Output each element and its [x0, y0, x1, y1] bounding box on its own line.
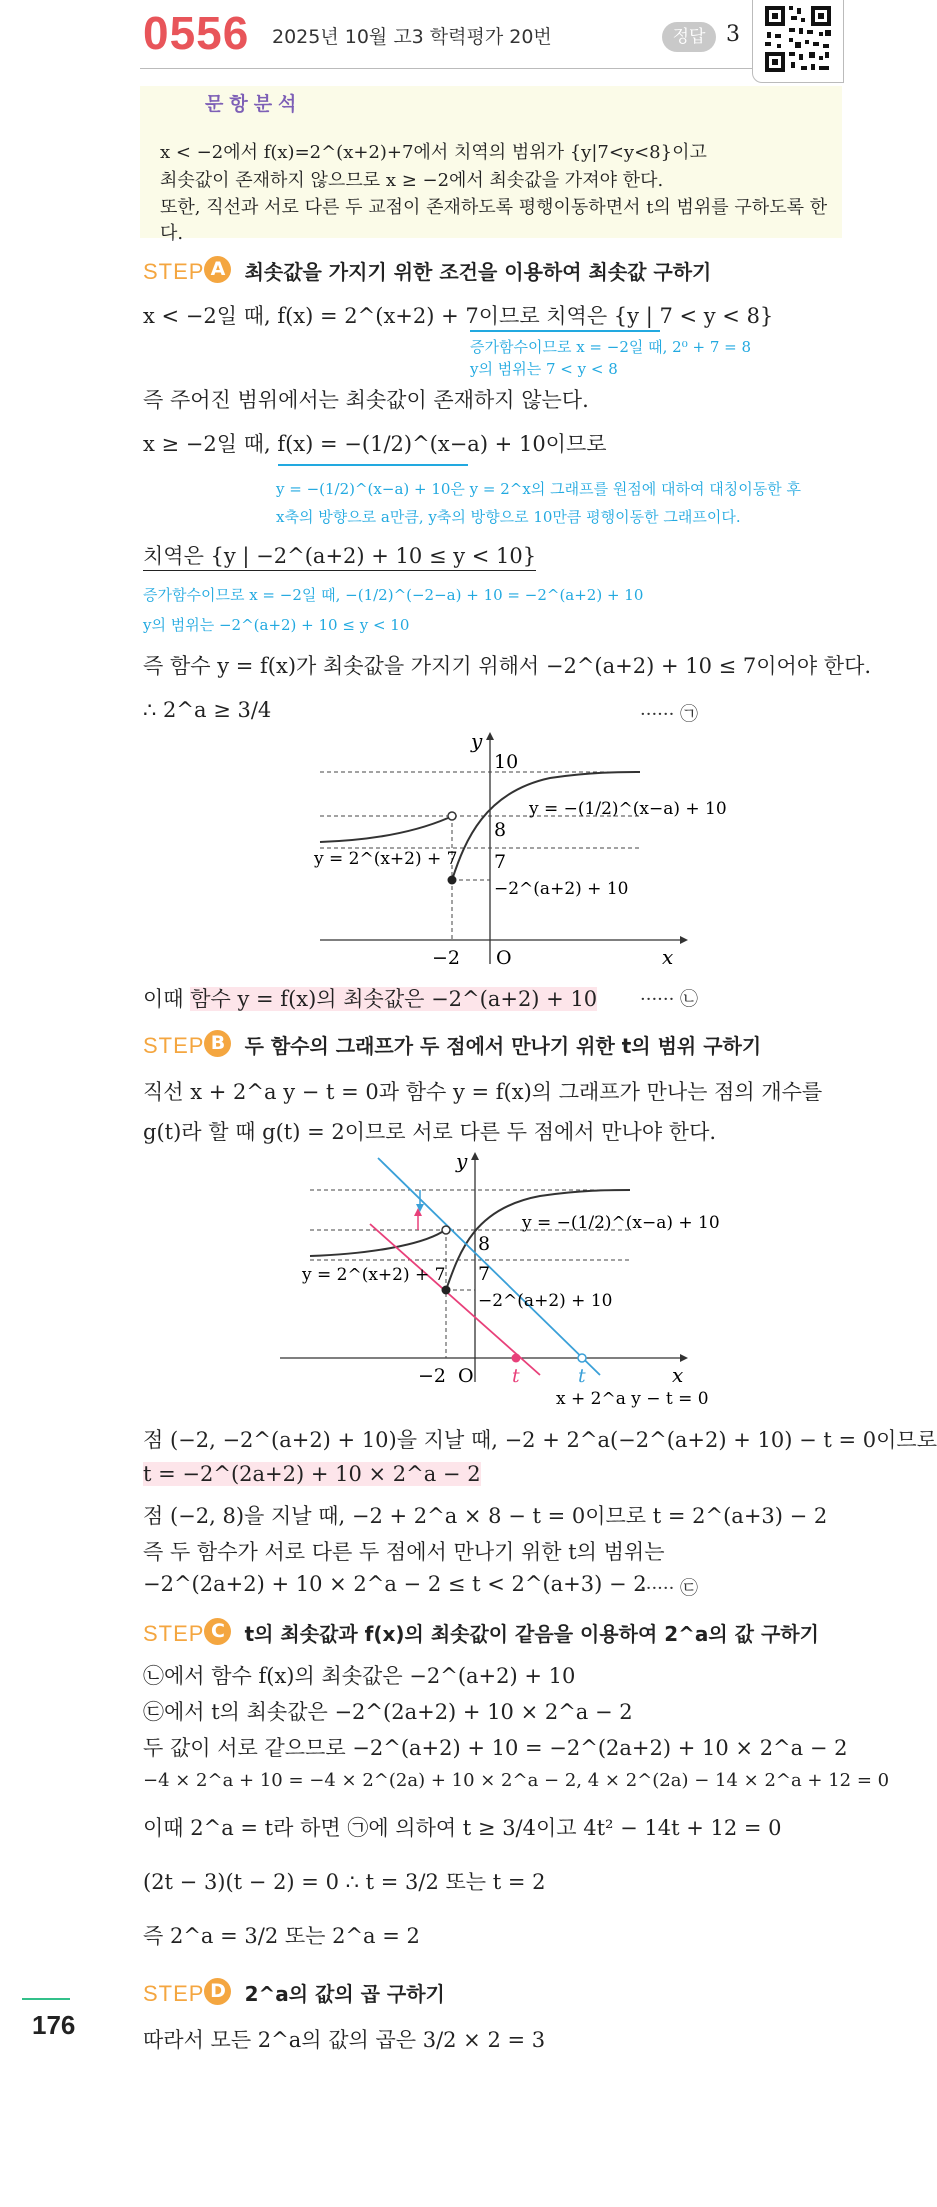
graph-2-label-t-blue: t — [578, 1365, 586, 1387]
graph-1 — [300, 729, 727, 970]
step-b-line-2: g(t)라 할 때 g(t) = 2이므로 서로 다른 두 점에서 만나야 한다. — [143, 1120, 717, 1144]
step-a-line-1: x < −2일 때, f(x) = 2^(x+2) + 7이므로 치역은 {y | 7 < y < 8} — [143, 304, 774, 328]
qr-code[interactable] — [752, 0, 844, 83]
step-a-underline-1 — [470, 330, 660, 332]
answer-badge: 정답 — [662, 22, 716, 52]
step-d-label: STEP — [143, 1981, 205, 2006]
problem-number: 0556 — [143, 7, 250, 59]
graph-2-x-arrow — [680, 1354, 688, 1362]
step-a-title: 최솟값을 가지기 위한 조건을 이용하여 최솟값 구하기 — [244, 260, 712, 284]
step-a-letter: A — [204, 256, 231, 283]
step-a-line-7-highlight: 함수 y = f(x)의 최솟값은 −2^(a+2) + 10 — [190, 987, 598, 1011]
step-c-line-2: ㉢에서 t의 최솟값은 −2^(2a+2) + 10 × 2^a − 2 — [143, 1700, 633, 1724]
step-a-heading — [143, 256, 711, 285]
step-c-title: t의 최솟값과 f(x)의 최솟값이 같음을 이용하여 2^a의 값 구하기 — [244, 1622, 819, 1646]
step-a-underline-3 — [278, 464, 468, 466]
step-b-line-5: 점 (−2, 8)을 지날 때, −2 + 2^a × 8 − t = 0이므로 t = 2^(a+3) − 2 — [143, 1504, 828, 1528]
step-c-label: STEP — [143, 1621, 205, 1646]
step-c-line-3: 두 값이 서로 같으므로 −2^(a+2) + 10 = −2^(2a+2) + 10 × 2^a − 2 — [143, 1736, 848, 1760]
step-a-note-4b: y의 범위는 −2^(a+2) + 10 ≤ y < 10 — [143, 616, 410, 634]
step-a-line-7-prefix: 이때 — [143, 987, 191, 1011]
graph-1-x-label: x — [662, 945, 674, 969]
graph-2 — [270, 1149, 720, 1410]
graph-2-origin: O — [458, 1365, 474, 1387]
step-b-letter: B — [204, 1030, 231, 1057]
step-b-line-7: −2^(2a+2) + 10 × 2^a − 2 ≤ t < 2^(a+3) − 2 — [143, 1572, 647, 1596]
graph-2-curve-right-label: y = −(1/2)^(x−a) + 10 — [522, 1213, 720, 1233]
step-b-label: STEP — [143, 1033, 205, 1058]
step-a-line-5: 즉 함수 y = f(x)가 최솟값을 가지기 위해서 −2^(a+2) + 10 ≤ 7이어야 한다. — [143, 654, 872, 678]
graph-1-x-arrow — [680, 936, 688, 944]
step-b-line-4: t = −2^(2a+2) + 10 × 2^a − 2 — [143, 1462, 481, 1486]
step-a-line-3: x ≥ −2일 때, f(x) = −(1/2)^(x−a) + 10이므로 — [143, 432, 607, 456]
step-a-note-1b: y의 범위는 7 < y < 8 — [470, 360, 618, 378]
graph-1-curve-left-label: y = 2^(x+2) + 7 — [314, 849, 458, 869]
graph-2-label-7: 7 — [478, 1263, 491, 1285]
graph-1-label-neg2: −2 — [432, 947, 461, 969]
step-a-label: STEP — [143, 259, 205, 284]
step-b-line-3: 점 (−2, −2^(a+2) + 10)을 지날 때, −2 + 2^a(−2^(a+2) + 10) − t = 0이므로 — [143, 1428, 937, 1452]
graph-1-label-7: 7 — [494, 851, 507, 873]
graph-1-label-min: −2^(a+2) + 10 — [494, 879, 629, 899]
graph-1-curve-right — [452, 772, 640, 880]
step-d-line-1: 따라서 모든 2^a의 값의 곱은 3/2 × 2 = 3 — [143, 2028, 546, 2052]
graph-2-curve-left — [310, 1232, 442, 1256]
step-a-line-2: 즉 주어진 범위에서는 최솟값이 존재하지 않는다. — [143, 388, 589, 412]
step-c-line-5: 이때 2^a = t라 하면 ㉠에 의하여 t ≥ 3/4이고 4t² − 14t + 12 = 0 — [143, 1816, 782, 1840]
graph-1-curve-right-label: y = −(1/2)^(x−a) + 10 — [529, 799, 727, 819]
step-a-line-7 — [143, 983, 597, 1013]
graph-1-origin: O — [496, 947, 512, 969]
step-a-note-1a: 증가함수이므로 x = −2일 때, 2⁰ + 7 = 8 — [470, 338, 752, 356]
graph-1-open-point — [448, 812, 456, 820]
qr-code-icon — [753, 0, 843, 82]
graph-2-label-t-pink: t — [512, 1365, 520, 1387]
marker-giyeok: ······ ㉠ — [640, 704, 699, 725]
marker-nieun: ······ ㉡ — [640, 989, 699, 1010]
graph-1-curve-left — [320, 818, 448, 842]
graph-2-label-min: −2^(a+2) + 10 — [478, 1291, 613, 1311]
step-a-note-4a: 증가함수이므로 x = −2일 때, −(1/2)^(−2−a) + 10 = −2^(a+2) + 10 — [143, 586, 644, 604]
step-c-line-7: 즉 2^a = 3/2 또는 2^a = 2 — [143, 1924, 420, 1948]
graph-1-y-arrow — [486, 732, 494, 740]
graph-2-curve-right — [446, 1190, 630, 1290]
step-a-note-3b: x축의 방향으로 a만큼, y축의 방향으로 10만큼 평행이동한 그래프이다. — [276, 508, 741, 526]
step-a-note-3a: y = −(1/2)^(x−a) + 10은 y = 2^x의 그래프를 원점에 대하여 대칭이동한 후 — [276, 480, 802, 498]
analysis-line-3: 또한, 직선과 서로 다른 두 교점이 존재하도록 평행이동하면서 t의 범위를 구하도록 한다. — [160, 197, 828, 244]
step-b-heading — [143, 1030, 761, 1059]
graph-1-y-label: y — [471, 729, 483, 753]
problem-source: 2025년 10월 고3 학력평가 20번 — [272, 26, 552, 48]
step-d-letter: D — [204, 1978, 231, 2005]
step-c-line-6: (2t − 3)(t − 2) = 0 ∴ t = 3/2 또는 t = 2 — [143, 1870, 546, 1894]
answer-value: 3 — [726, 22, 740, 47]
step-c-heading — [143, 1618, 819, 1647]
graph-2-t-point-pink — [512, 1354, 521, 1363]
graph-2-x-label: x — [672, 1363, 684, 1387]
graph-2-y-label: y — [456, 1149, 468, 1173]
graph-1-label-8: 8 — [494, 819, 507, 841]
analysis-title: 문항분석 — [205, 93, 303, 115]
step-a-line-4: 치역은 {y | −2^(a+2) + 10 ≤ y < 10} — [143, 540, 536, 571]
graph-2-line-label: x + 2^a y − t = 0 — [556, 1389, 709, 1409]
graph-2-curve-left-label: y = 2^(x+2) + 7 — [302, 1265, 446, 1285]
page-number-bar — [22, 1998, 70, 2000]
graph-1-label-10: 10 — [494, 751, 519, 773]
step-c-line-1: ㉡에서 함수 f(x)의 최솟값은 −2^(a+2) + 10 — [143, 1664, 576, 1688]
graph-1-closed-point — [448, 876, 457, 885]
marker-digeut: ······ ㉢ — [640, 1578, 699, 1599]
step-d-title: 2^a의 값의 곱 구하기 — [244, 1982, 445, 2006]
step-c-line-4: −4 × 2^a + 10 = −4 × 2^(2a) + 10 × 2^a − 2, 4 × 2^(2a) − 14 × 2^a + 12 = 0 — [143, 1770, 890, 1791]
step-b-line-1: 직선 x + 2^a y − t = 0과 함수 y = f(x)의 그래프가 만나는 점의 개수를 — [143, 1080, 823, 1104]
graph-2-label-8: 8 — [478, 1233, 491, 1255]
graph-2-y-arrow — [471, 1152, 479, 1160]
step-b-line-6: 즉 두 함수가 서로 다른 두 점에서 만나기 위한 t의 범위는 — [143, 1540, 665, 1564]
step-d-heading — [143, 1978, 445, 2007]
graph-2-label-neg2: −2 — [418, 1365, 447, 1387]
header-divider — [140, 68, 752, 69]
graph-2-open-point — [442, 1226, 450, 1234]
analysis-line-1: x < −2에서 f(x)=2^(x+2)+7에서 치역의 범위가 {y|7<y<8}이고 — [160, 142, 707, 163]
graph-2-closed-point — [442, 1286, 451, 1295]
analysis-line-2: 최솟값이 존재하지 않으므로 x ≥ −2에서 최솟값을 가져야 한다. — [160, 170, 664, 191]
step-b-title: 두 함수의 그래프가 두 점에서 만나기 위한 t의 범위 구하기 — [244, 1034, 762, 1058]
graph-2-t-point-blue — [578, 1354, 586, 1362]
step-c-letter: C — [204, 1618, 231, 1645]
step-a-line-6: ∴ 2^a ≥ 3/4 — [143, 698, 272, 722]
page-number: 176 — [32, 2010, 76, 2040]
